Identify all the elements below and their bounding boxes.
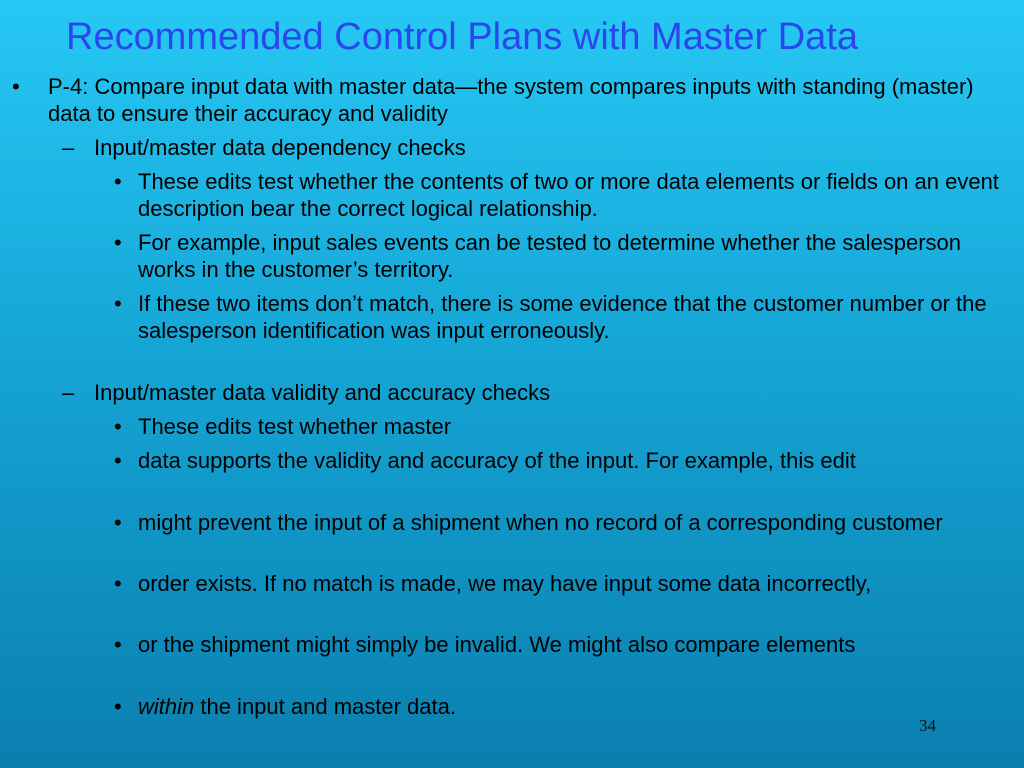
emphasis-text: within	[138, 694, 195, 719]
validity-item-last	[114, 693, 1018, 720]
dash-marker: –	[62, 380, 75, 405]
bullet-marker: •	[114, 414, 122, 439]
bullet-marker: •	[114, 694, 122, 719]
bullet-marker: •	[114, 448, 122, 473]
dependency-item	[114, 290, 1018, 344]
item-text: For example, input sales events can be tested to determine whether the salesperson works in the customer’s territory.	[138, 230, 962, 282]
validity-item	[114, 570, 1018, 597]
bullet-marker: •	[114, 230, 122, 255]
dependency-item	[114, 168, 1018, 222]
item-text: might prevent the input of a shipment when no record of a corresponding customer	[138, 510, 943, 535]
item-text: These edits test whether the contents of two or more data elements or fields on an event description bear the correct logical relationship.	[138, 169, 999, 221]
slide-title: Recommended Control Plans with Master Data	[66, 16, 859, 58]
bullet-marker: •	[114, 632, 122, 657]
bullet-text: P-4: Compare input data with master data—the system compares inputs with standing (master) data to ensure their accuracy and validity	[48, 74, 974, 126]
validity-item	[114, 509, 1018, 536]
validity-item	[114, 447, 1018, 474]
item-text: order exists. If no match is made, we may have input some data incorrectly,	[138, 571, 872, 596]
bullet-marker: •	[114, 510, 122, 535]
page-number: 34	[919, 716, 936, 735]
bullet-marker: •	[114, 291, 122, 316]
item-text: data supports the validity and accuracy of the input. For example, this edit	[138, 448, 856, 473]
item-text: the input and master data.	[194, 694, 456, 719]
bullet-p4	[12, 73, 998, 127]
bullet-marker: •	[114, 169, 122, 194]
validity-item	[114, 413, 1018, 440]
bullet-marker: •	[12, 74, 20, 99]
dependency-item	[114, 229, 1018, 283]
bullet-marker: •	[114, 571, 122, 596]
item-text: These edits test whether master	[138, 414, 452, 439]
subheading-text: Input/master data dependency checks	[94, 135, 466, 160]
subheading-text: Input/master data validity and accuracy checks	[94, 380, 551, 405]
subheading-validity-checks	[62, 379, 994, 406]
item-text: If these two items don’t match, there is some evidence that the customer number or the salesperson identification was input erroneously.	[138, 291, 987, 343]
item-text: or the shipment might simply be invalid. We might also compare elements	[138, 632, 856, 657]
subheading-dependency-checks	[62, 134, 994, 161]
validity-item	[114, 631, 1018, 658]
dash-marker: –	[62, 135, 75, 160]
